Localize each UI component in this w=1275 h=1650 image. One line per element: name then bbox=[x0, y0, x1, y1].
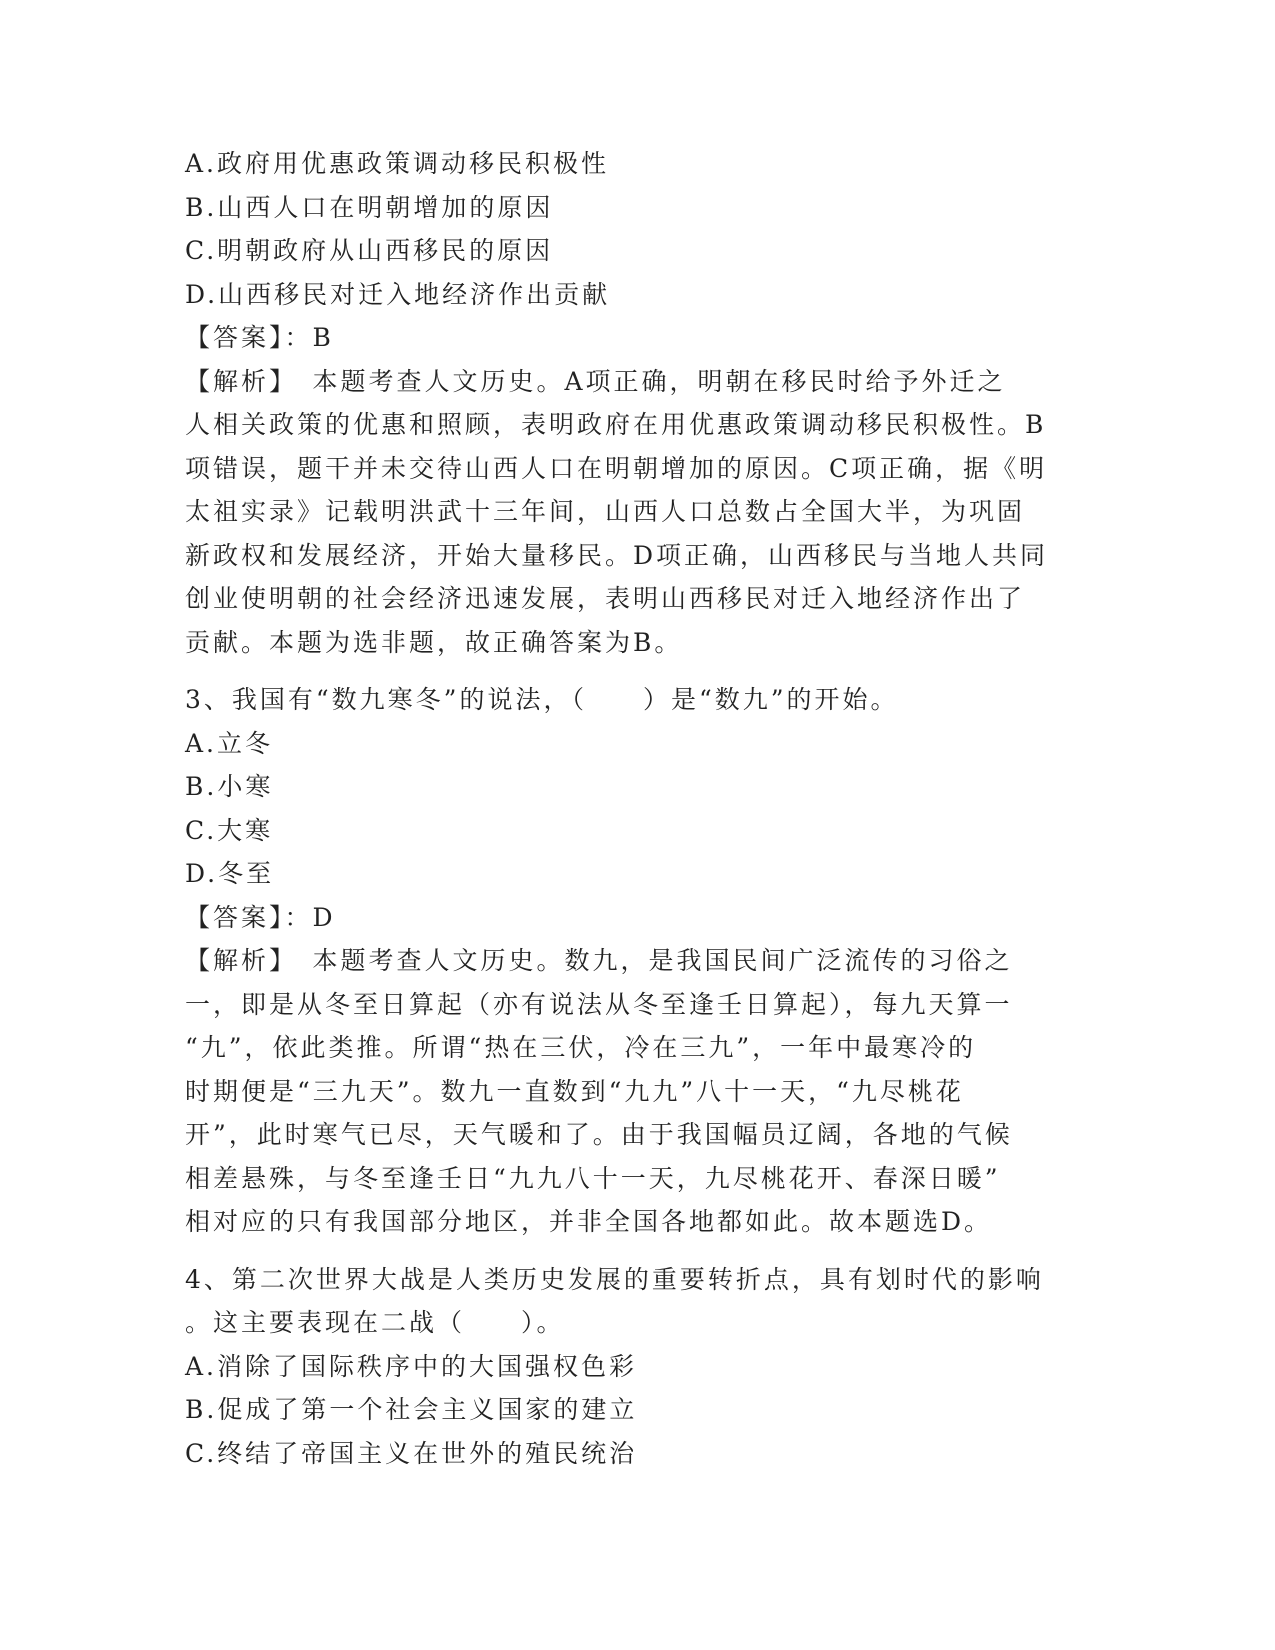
analysis-line: 开”，此时寒气已尽，天气暖和了。由于我国幅员辽阔，各地的气候 bbox=[185, 1120, 1013, 1149]
question-stem: 3、我国有“数九寒冬”的说法，（ ）是“数九”的开始。 bbox=[185, 685, 899, 714]
exam-page bbox=[185, 142, 1085, 1475]
analysis-line: 创业使明朝的社会经济迅速发展，表明山西移民对迁入地经济作出了 bbox=[185, 584, 1026, 613]
analysis-line: 太祖实录》记载明洪武十三年间，山西人口总数占全国大半，为巩固 bbox=[185, 497, 1026, 526]
analysis-line: 项错误，题干并未交待山西人口在明朝增加的原因。C项正确，据《明 bbox=[185, 453, 1048, 483]
option-c: C.明朝政府从山西移民的原因 bbox=[185, 236, 554, 265]
analysis-line: “九”，依此类推。所谓“热在三伏，冷在三九”，一年中最寒冷的 bbox=[185, 1033, 977, 1062]
spacer bbox=[185, 1244, 1085, 1258]
analysis-line: 【解析】 本题考查人文历史。数九，是我国民间广泛流传的习俗之 bbox=[185, 946, 1013, 975]
option-d: D.山西移民对迁入地经济作出贡献 bbox=[185, 279, 611, 309]
analysis-line: 【解析】 本题考查人文历史。A项正确，明朝在移民时给予外迁之 bbox=[185, 366, 1006, 396]
question-stem: 。这主要表现在二战（ ）。 bbox=[185, 1308, 565, 1337]
answer: 【答案】：D bbox=[185, 902, 336, 932]
analysis-line: 时期便是“三九天”。数九一直数到“九九”八十一天，“九尽桃花 bbox=[185, 1076, 964, 1106]
option-c: C.终结了帝国主义在世外的殖民统治 bbox=[185, 1438, 638, 1468]
analysis-line: 人相关政策的优惠和照顾，表明政府在用优惠政策调动移民积极性。B bbox=[185, 410, 1047, 439]
question-2 bbox=[185, 142, 1085, 664]
option-d: D.冬至 bbox=[185, 859, 275, 888]
question-stem: 4、第二次世界大战是人类历史发展的重要转折点，具有划时代的影响 bbox=[185, 1264, 1044, 1294]
analysis bbox=[185, 939, 1085, 1244]
question-3 bbox=[185, 678, 1085, 1244]
option-b: B.山西人口在明朝增加的原因 bbox=[185, 192, 554, 222]
answer: 【答案】：B bbox=[185, 323, 334, 352]
option-b: B.促成了第一个社会主义国家的建立 bbox=[185, 1395, 638, 1424]
option-a: A.消除了国际秩序中的大国强权色彩 bbox=[185, 1351, 638, 1381]
option-a: A.政府用优惠政策调动移民积极性 bbox=[185, 149, 610, 178]
analysis-line: 相差悬殊，与冬至逢壬日“九九八十一天，九尽桃花开、春深日暖” bbox=[185, 1163, 1001, 1193]
spacer bbox=[185, 664, 1085, 678]
analysis-line: 贡献。本题为选非题，故正确答案为B。 bbox=[185, 627, 683, 657]
analysis-line: 相对应的只有我国部分地区，并非全国各地都如此。故本题选D。 bbox=[185, 1207, 993, 1236]
option-b: B.小寒 bbox=[185, 772, 274, 801]
option-a: A.立冬 bbox=[185, 728, 274, 758]
analysis bbox=[185, 360, 1085, 665]
option-c: C.大寒 bbox=[185, 815, 274, 845]
analysis-line: 新政权和发展经济，开始大量移民。D项正确，山西移民与当地人共同 bbox=[185, 540, 1049, 570]
analysis-line: 一，即是从冬至日算起（亦有说法从冬至逢壬日算起），每九天算一 bbox=[185, 989, 1013, 1019]
question-4 bbox=[185, 1258, 1085, 1476]
